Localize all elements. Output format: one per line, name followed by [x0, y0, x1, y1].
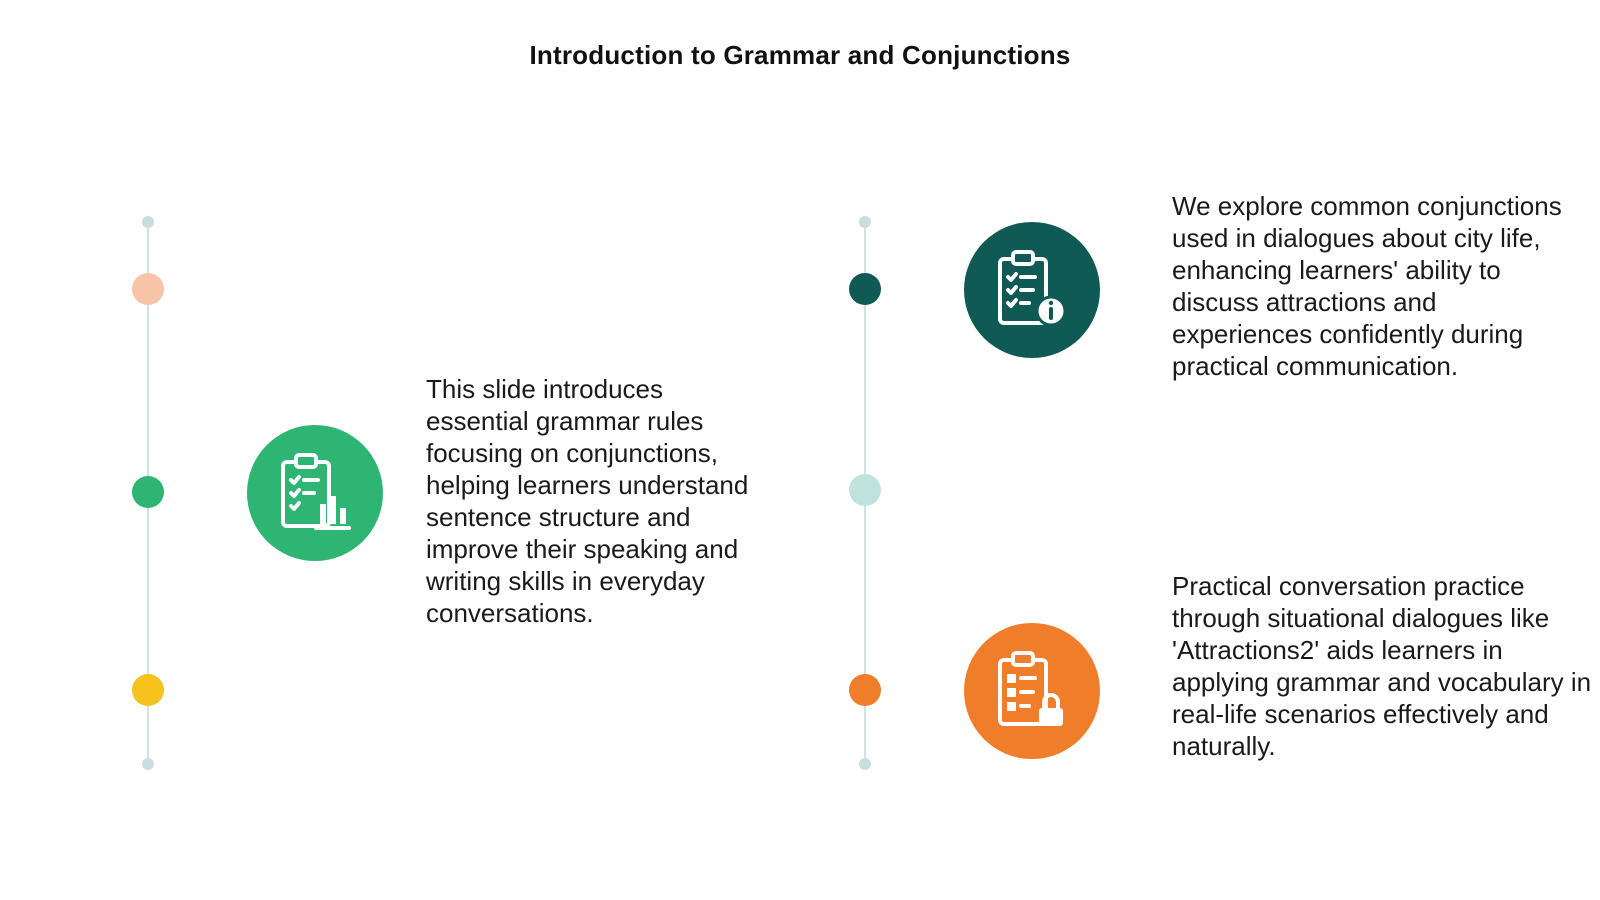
- item-text: This slide introduces essential grammar rules focusing on conjunctions, helping learners understand sentence structure and improve their speaking and writing skills in everyday conversations.: [426, 374, 749, 628]
- timeline-dot-peach: [132, 273, 164, 305]
- timeline-dot-teal: [849, 273, 881, 305]
- slide-title: Introduction to Grammar and Conjunctions: [529, 40, 1071, 70]
- clipboard-chart-icon: [247, 425, 383, 561]
- timeline-dot-mint: [849, 474, 881, 506]
- timeline-end-dot: [142, 216, 154, 228]
- clipboard-lock-icon: [964, 623, 1100, 759]
- timeline-end-dot: [859, 216, 871, 228]
- item-text: We explore common conjunctions used in dialogues about city life, enhancing learners' ability to discuss attractions and experiences confidently during practical communication.: [1172, 191, 1562, 381]
- timeline-dot-green: [132, 476, 164, 508]
- timeline-end-dot: [859, 758, 871, 770]
- item-text: Practical conversation practice through situational dialogues like 'Attractions2' aids learners in applying grammar and vocabulary in real-life scenarios effectively and naturally.: [1172, 571, 1592, 761]
- clipboard-info-icon: [964, 222, 1100, 358]
- timeline-dot-yellow: [132, 674, 164, 706]
- timeline-end-dot: [142, 758, 154, 770]
- timeline-dot-orange: [849, 674, 881, 706]
